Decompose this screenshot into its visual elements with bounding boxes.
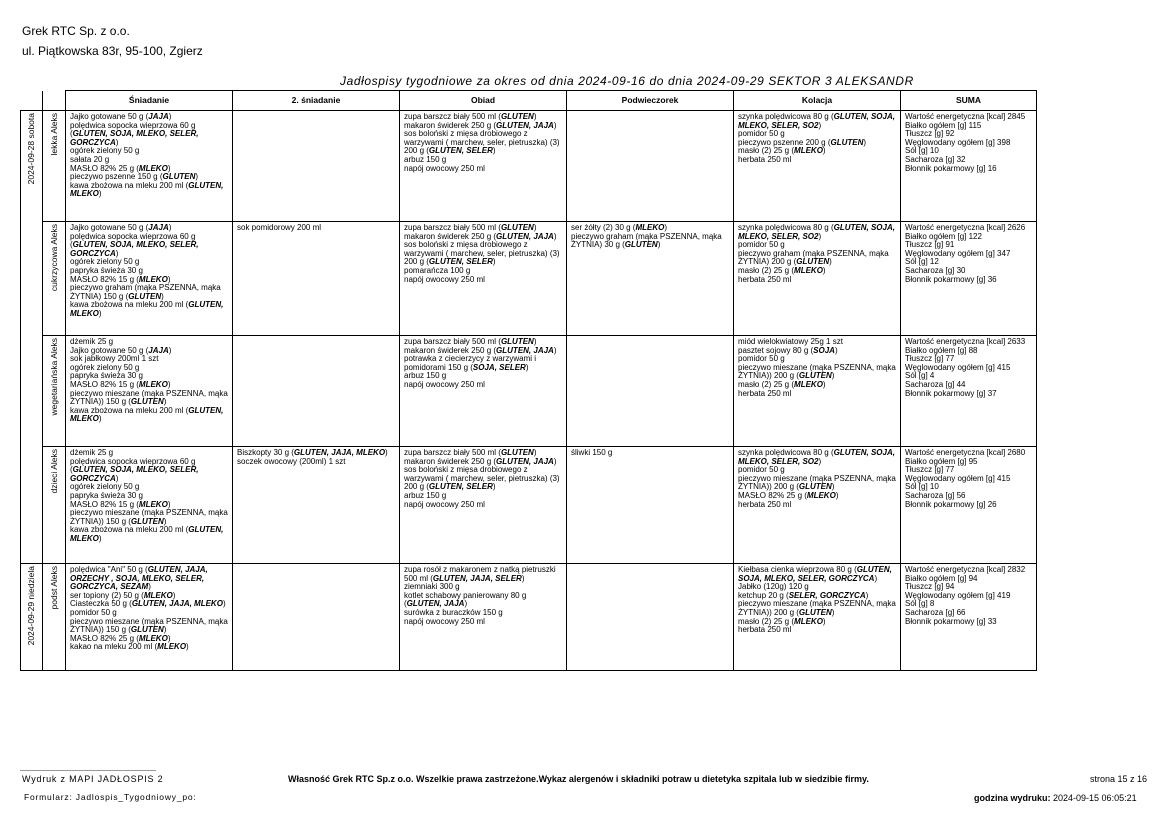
menu-line: Błonnik pokarmowy [g] 33 (905, 616, 997, 626)
menu-line: Węglowodany ogółem [g] 347 (905, 248, 1011, 258)
diet-label: wegetariańska Aleks (43, 336, 66, 447)
menu-line: Białko ogółem [g] 122 (905, 231, 982, 241)
menu-line: ziemniaki 300 g (404, 582, 460, 592)
meal-cell (400, 447, 567, 564)
menu-line: Wartość energetyczna [kcal] 2832 (905, 565, 1026, 574)
column-header: Śniadanie (66, 91, 233, 111)
menu-line: herbata 250 ml (738, 388, 792, 398)
table-row (21, 222, 1037, 336)
menu-line: herbata 250 ml (738, 274, 792, 284)
meal-cell (233, 222, 400, 336)
menu-line: herbata 250 ml (738, 625, 792, 635)
menu-line: MASŁO 82% 25 g (MLEKO) (738, 490, 839, 500)
menu-line: arbuz 150 g (404, 154, 447, 164)
menu-line: Sól [g] 10 (905, 146, 939, 156)
menu-line: kawa zbożowa na mleku 200 ml (GLUTEN, MLEKO) (70, 180, 224, 199)
menu-line: arbuz 150 g (404, 490, 447, 500)
menu-line: Jajko gotowane 50 g (JAJA) (70, 223, 172, 232)
menu-line: ogórek zielony 50 g (70, 146, 140, 156)
menu-line: pieczywo mieszane (mąka PSZENNA, mąka ŻYTNIA)) 150 g (GLUTEN) (70, 508, 228, 526)
nutrition-sum-cell (901, 447, 1037, 564)
menu-line: napój owocowy 250 ml (404, 499, 485, 509)
menu-line: kakao na mleku 200 ml (MLEKO) (70, 642, 189, 652)
menu-line: pomidor 50 g (738, 129, 785, 139)
meal-cell (734, 447, 901, 564)
menu-line: Sacharoza [g] 32 (905, 154, 966, 164)
menu-line: pieczywo graham (mąka PSZENNA, mąka ŻYTNIA) 200 g (GLUTEN) (738, 248, 889, 267)
menu-line: Tłuszcz [g] 94 (905, 582, 955, 592)
menu-line: Wartość energetyczna [kcal] 2626 (905, 223, 1026, 232)
meal-cell (233, 564, 400, 671)
day-label: 2024-09-29 niedziela (21, 564, 43, 671)
menu-line: pomidor 50 g (738, 354, 785, 364)
menu-line: Węglowodany ogółem [g] 415 (905, 362, 1011, 372)
table-row (21, 564, 1037, 671)
meal-cell (567, 111, 734, 222)
menu-line: Sacharoza [g] 30 (905, 265, 966, 275)
menu-line: Tłuszcz [g] 77 (905, 465, 955, 475)
menu-line: Wartość energetyczna [kcal] 2845 (905, 112, 1026, 121)
menu-line: pomidor 50 g (70, 607, 117, 617)
menu-line: Jabłko (120g) 120 g (738, 582, 809, 592)
menu-line: polędwica sopocka wieprzowa 60 g (GLUTEN, SOJA, MLEKO, SELER, GORCZYCA) (70, 120, 199, 147)
menu-line: MASŁO 82% 25 g (MLEKO) (70, 633, 171, 643)
menu-line: surówka z buraczków 150 g (404, 607, 503, 617)
meal-cell (734, 564, 901, 671)
footer-ownership-note: Własność Grek RTC Sp.z o.o. Wszelkie prawa zastrzeżone.Wykaz alergenów i składniki potraw u dietetyka szpitala lub w siedzibie firmy. (288, 774, 869, 784)
table-header-row (21, 91, 1037, 111)
menu-line: Błonnik pokarmowy [g] 37 (905, 388, 997, 398)
menu-line: ogórek zielony 50 g (70, 482, 140, 492)
meal-cell (66, 222, 233, 336)
menu-line: sos boloński z mięsa drobiowego z warzywami ( marchew, seler, pietruszka) (3) 200 g (GLUTEN, SELER) (404, 240, 560, 267)
menu-line: papryka świeża 30 g (70, 371, 143, 381)
meal-cell (567, 447, 734, 564)
menu-line: szynka polędwicowa 80 g (GLUTEN, SOJA, MLEKO, SELER, SO2) (738, 448, 895, 466)
menu-line: pieczywo graham (mąka PSZENNA, mąka ŻYTNIA) 30 g (GLUTEN) (571, 231, 722, 250)
nutrition-sum-cell (901, 111, 1037, 222)
menu-line: pieczywo mieszane (mąka PSZENNA, mąka ŻYTNIA)) 200 g (GLUTEN) (738, 362, 896, 381)
print-time-value: 2024-09-15 06:05:21 (1053, 793, 1137, 803)
menu-line: szynka polędwicowa 80 g (GLUTEN, SOJA, MLEKO, SELER, SO2) (738, 223, 895, 241)
menu-line: MASŁO 82% 15 g (MLEKO) (70, 274, 171, 284)
column-header: Podwieczorek (567, 91, 734, 111)
meal-cell (567, 336, 734, 447)
menu-line: pieczywo mieszane (mąka PSZENNA, mąka ŻYTNIA)) 200 g (GLUTEN) (738, 473, 896, 492)
company-address: ul. Piątkowska 83r, 95-100, Zgierz (22, 44, 203, 58)
menu-line: potrawka z ciecierzycy z warzywami i pomidorami 150 g (SOJA, SELER) (404, 354, 537, 372)
menu-line: Jajko gotowane 50 g (JAJA) (70, 112, 172, 121)
menu-line: Kiełbasa cienka wieprzowa 80 g (GLUTEN, SOJA, MLEKO, SELER, GORCZYCA) (738, 565, 892, 583)
menu-line: masło (2) 25 g (MLEKO) (738, 146, 826, 156)
menu-line: Białko ogółem [g] 88 (905, 345, 978, 355)
meal-cell (400, 222, 567, 336)
menu-line: Sól [g] 4 (905, 371, 935, 381)
menu-line: makaron świderek 250 g (GLUTEN, JAJA) (404, 345, 557, 355)
menu-line: Ciasteczka 50 g (GLUTEN, JAJA, MLEKO) (70, 599, 226, 609)
menu-line: sok pomidorowy 200 ml (237, 223, 322, 232)
day-label: 2024-09-28 sobota (21, 111, 43, 564)
diet-label: podst Aleks (43, 564, 66, 671)
menu-line: pieczywo mieszane (mąka PSZENNA, mąka ŻYTNIA)) 200 g (GLUTEN) (738, 599, 896, 617)
document-title: Jadłospisy tygodniowe za okres od dnia 2024-09-16 do dnia 2024-09-29 SEKTOR 3 ALEKSANDR (340, 74, 914, 88)
menu-line: pieczywo mieszane (mąka PSZENNA, mąka ŻYTNIA)) 150 g (GLUTEN) (70, 388, 228, 407)
menu-line: ogórek zielony 50 g (70, 362, 140, 372)
menu-line: zupa rosół z makaronem z natką pietruszki 500 ml (GLUTEN, JAJA, SELER) (404, 565, 556, 583)
menu-line: polędwica sopocka wieprzowa 60 g (GLUTEN, SOJA, MLEKO, SELER, GORCZYCA) (70, 456, 199, 483)
menu-line: pasztet sojowy 80 g (SOJA) (738, 345, 838, 355)
menu-line: Jajko gotowane 50 g (JAJA) (70, 345, 172, 355)
menu-line: kotlet schabowy panierowany 80 g (GLUTEN, JAJA) (404, 590, 527, 609)
footer-divider (20, 770, 156, 771)
menu-line: Białko ogółem [g] 115 (905, 120, 982, 130)
menu-line: pieczywo mieszane (mąka PSZENNA, mąka ŻYTNIA)) 150 g (GLUTEN) (70, 616, 228, 635)
header-blank (21, 91, 43, 111)
meal-cell (66, 447, 233, 564)
menu-line: sok jabłkowy 200ml 1 szt (70, 354, 159, 364)
menu-line: kawa zbożowa na mleku 200 ml (GLUTEN, MLEKO) (70, 405, 224, 424)
meal-cell (233, 111, 400, 222)
menu-line: miód wielokwiatowy 25g 1 szt (738, 337, 843, 346)
nutrition-sum-cell (901, 564, 1037, 671)
menu-line: Białko ogółem [g] 94 (905, 573, 978, 583)
meal-cell (734, 222, 901, 336)
meal-cell (233, 336, 400, 447)
menu-line: papryka świeża 30 g (70, 490, 143, 500)
nutrition-sum-cell (901, 222, 1037, 336)
menu-line: Białko ogółem [g] 95 (905, 456, 978, 466)
diet-label: cukrzycowa Aleks (43, 222, 66, 336)
meal-cell (400, 111, 567, 222)
menu-line: arbuz 150 g (404, 371, 447, 381)
menu-line: herbata 250 ml (738, 154, 792, 164)
menu-line: ser topiony (2) 50 g (MLEKO) (70, 590, 176, 600)
menu-line: napój owocowy 250 ml (404, 274, 485, 284)
menu-line: Węglowodany ogółem [g] 415 (905, 473, 1011, 483)
menu-line: dżemik 25 g (70, 337, 114, 346)
menu-line: Biszkopty 30 g (GLUTEN, JAJA, MLEKO) (237, 448, 388, 457)
column-header: 2. śniadanie (233, 91, 400, 111)
footer-print-time (974, 793, 1137, 803)
menu-line: herbata 250 ml (738, 499, 792, 509)
menu-line: Wartość energetyczna [kcal] 2633 (905, 337, 1026, 346)
footer-form-name: Formularz: Jadlospis_Tygodniowy_po: (24, 792, 197, 802)
menu-line: papryka świeża 30 g (70, 265, 143, 275)
meal-cell (734, 336, 901, 447)
menu-line: pomarańcza 100 g (404, 265, 471, 275)
menu-line: ser żółty (2) 30 g (MLEKO) (571, 223, 668, 232)
footer-print-source: Wydruk z MAPI JADŁOSPIS 2 (22, 774, 164, 784)
menu-line: Sacharoza [g] 44 (905, 379, 966, 389)
meal-cell (567, 564, 734, 671)
meal-cell (233, 447, 400, 564)
menu-line: makaron świderek 250 g (GLUTEN, JAJA) (404, 120, 557, 130)
menu-line: Sól [g] 10 (905, 482, 939, 492)
diet-label: lekka Aleks (43, 111, 66, 222)
menu-line: zupa barszcz biały 500 ml (GLUTEN) (404, 223, 537, 232)
menu-line: Sól [g] 12 (905, 257, 939, 267)
menu-line: Sacharoza [g] 56 (905, 490, 966, 500)
company-name: Grek RTC Sp. z o.o. (22, 24, 130, 38)
menu-line: śliwki 150 g (571, 448, 613, 457)
menu-line: zupa barszcz biały 500 ml (GLUTEN) (404, 337, 537, 346)
column-header: Obiad (400, 91, 567, 111)
menu-line: pomidor 50 g (738, 465, 785, 475)
menu-line: MASŁO 82% 15 g (MLEKO) (70, 379, 171, 389)
menu-line: kawa zbożowa na mleku 200 ml (GLUTEN, MLEKO) (70, 300, 224, 318)
menu-line: napój owocowy 250 ml (404, 163, 485, 173)
menu-line: masło (2) 25 g (MLEKO) (738, 265, 826, 275)
menu-line: masło (2) 25 g (MLEKO) (738, 616, 826, 626)
menu-line: Błonnik pokarmowy [g] 16 (905, 163, 997, 173)
menu-line: masło (2) 25 g (MLEKO) (738, 379, 826, 389)
table-row (21, 447, 1037, 564)
header-blank (43, 91, 66, 111)
menu-line: Sacharoza [g] 66 (905, 607, 966, 617)
menu-line: sałata 20 g (70, 154, 110, 164)
menu-line: Tłuszcz [g] 91 (905, 240, 955, 250)
weekly-menu-table (20, 90, 1037, 671)
menu-line: makaron świderek 250 g (GLUTEN, JAJA) (404, 231, 557, 241)
menu-line: ogórek zielony 50 g (70, 257, 140, 267)
menu-line: Sól [g] 8 (905, 599, 935, 609)
meal-cell (66, 564, 233, 671)
menu-line: ketchup 20 g (SELER, GORCZYCA) (738, 590, 869, 600)
menu-line: szynka polędwicowa 80 g (GLUTEN, SOJA, MLEKO, SELER, SO2) (738, 112, 895, 130)
menu-line: soczek owocowy (200ml) 1 szt (237, 456, 346, 466)
diet-label: dzieci Aleks (43, 447, 66, 564)
menu-line: kawa zbożowa na mleku 200 ml (GLUTEN, MLEKO) (70, 525, 224, 543)
menu-line: MASŁO 82% 25 g (MLEKO) (70, 163, 171, 173)
column-header: Kolacja (734, 91, 901, 111)
menu-line: Błonnik pokarmowy [g] 36 (905, 274, 997, 284)
menu-line: sos boloński z mięsa drobiowego z warzywami ( marchew, seler, pietruszka) (3) 200 g (GLUTEN, SELER) (404, 465, 560, 492)
meal-cell (734, 111, 901, 222)
menu-line: polędwica "Ani" 50 g (GLUTEN, JAJA, ORZECHY , SOJA, MLEKO, SELER, GORCZYCA, SEZAM) (70, 565, 208, 592)
menu-line: Tłuszcz [g] 77 (905, 354, 955, 364)
menu-line: zupa barszcz biały 500 ml (GLUTEN) (404, 112, 537, 121)
menu-line: makaron świderek 250 g (GLUTEN, JAJA) (404, 456, 557, 466)
column-header: SUMA (901, 91, 1037, 111)
table-row (21, 336, 1037, 447)
nutrition-sum-cell (901, 336, 1037, 447)
menu-line: dżemik 25 g (70, 448, 114, 457)
menu-line: Węglowodany ogółem [g] 419 (905, 590, 1011, 600)
footer-page-number: strona 15 z 16 (1090, 774, 1148, 784)
menu-line: Tłuszcz [g] 92 (905, 129, 955, 139)
meal-cell (400, 336, 567, 447)
menu-line: napój owocowy 250 ml (404, 379, 485, 389)
print-time-label: godzina wydruku: (974, 793, 1051, 803)
meal-cell (66, 111, 233, 222)
menu-line: MASŁO 82% 15 g (MLEKO) (70, 499, 171, 509)
meal-cell (400, 564, 567, 671)
menu-line: pieczywo graham (mąka PSZENNA, mąka ŻYTNIA) 150 g (GLUTEN) (70, 283, 221, 301)
table-row (21, 111, 1037, 222)
meal-cell (66, 336, 233, 447)
menu-line: napój owocowy 250 ml (404, 616, 485, 626)
menu-line: pieczywo pszenne 150 g (GLUTEN) (70, 172, 199, 182)
menu-line: polędwica sopocka wieprzowa 60 g (GLUTEN, SOJA, MLEKO, SELER, GORCZYCA) (70, 231, 199, 258)
menu-line: pomidor 50 g (738, 240, 785, 250)
menu-line: Błonnik pokarmowy [g] 26 (905, 499, 997, 509)
menu-line: sos boloński z mięsa drobiowego z warzywami ( marchew, seler, pietruszka) (3) 200 g (GLUTEN, SELER) (404, 129, 560, 156)
menu-line: pieczywo pszenne 200 g (GLUTEN) (738, 137, 867, 147)
menu-line: Węglowodany ogółem [g] 398 (905, 137, 1011, 147)
meal-cell (567, 222, 734, 336)
menu-line: Wartość energetyczna [kcal] 2680 (905, 448, 1026, 457)
menu-line: zupa barszcz biały 500 ml (GLUTEN) (404, 448, 537, 457)
